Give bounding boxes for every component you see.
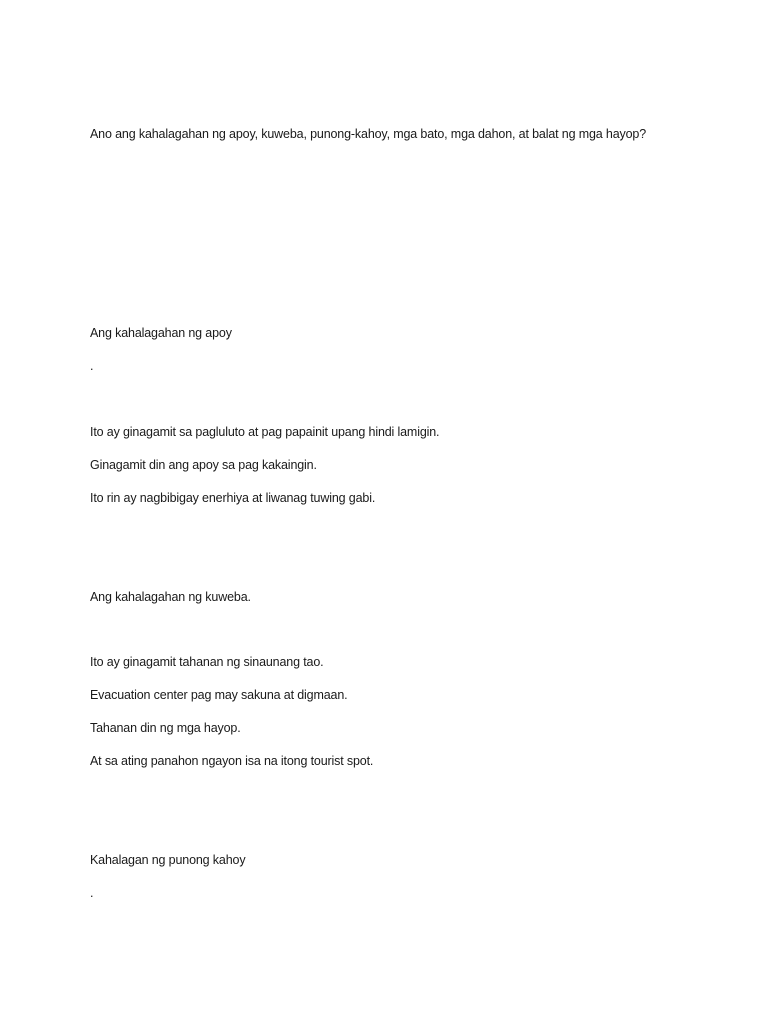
apoy-line: Ito rin ay nagbibigay enerhiya at liwanag tuwing gabi.	[90, 491, 376, 505]
apoy-heading: Ang kahalagahan ng apoy	[90, 326, 232, 340]
punong-kahoy-heading: Kahalagan ng punong kahoy	[90, 853, 246, 867]
kuweba-line: Tahanan din ng mga hayop.	[90, 721, 241, 735]
kuweba-line: At sa ating panahon ngayon isa na itong tourist spot.	[90, 754, 374, 768]
apoy-line: Ito ay ginagamit sa pagluluto at pag papainit upang hindi lamigin.	[90, 425, 440, 439]
punong-kahoy-separator: .	[90, 886, 94, 900]
kuweba-line: Ito ay ginagamit tahanan ng sinaunang tao.	[90, 655, 324, 669]
apoy-separator: .	[90, 359, 94, 373]
kuweba-heading: Ang kahalagahan ng kuweba.	[90, 590, 251, 604]
question-text: Ano ang kahalagahan ng apoy, kuweba, punong-kahoy, mga bato, mga dahon, at balat ng mga hayop?	[90, 127, 646, 141]
kuweba-line: Evacuation center pag may sakuna at digmaan.	[90, 688, 348, 702]
apoy-line: Ginagamit din ang apoy sa pag kakaingin.	[90, 458, 317, 472]
